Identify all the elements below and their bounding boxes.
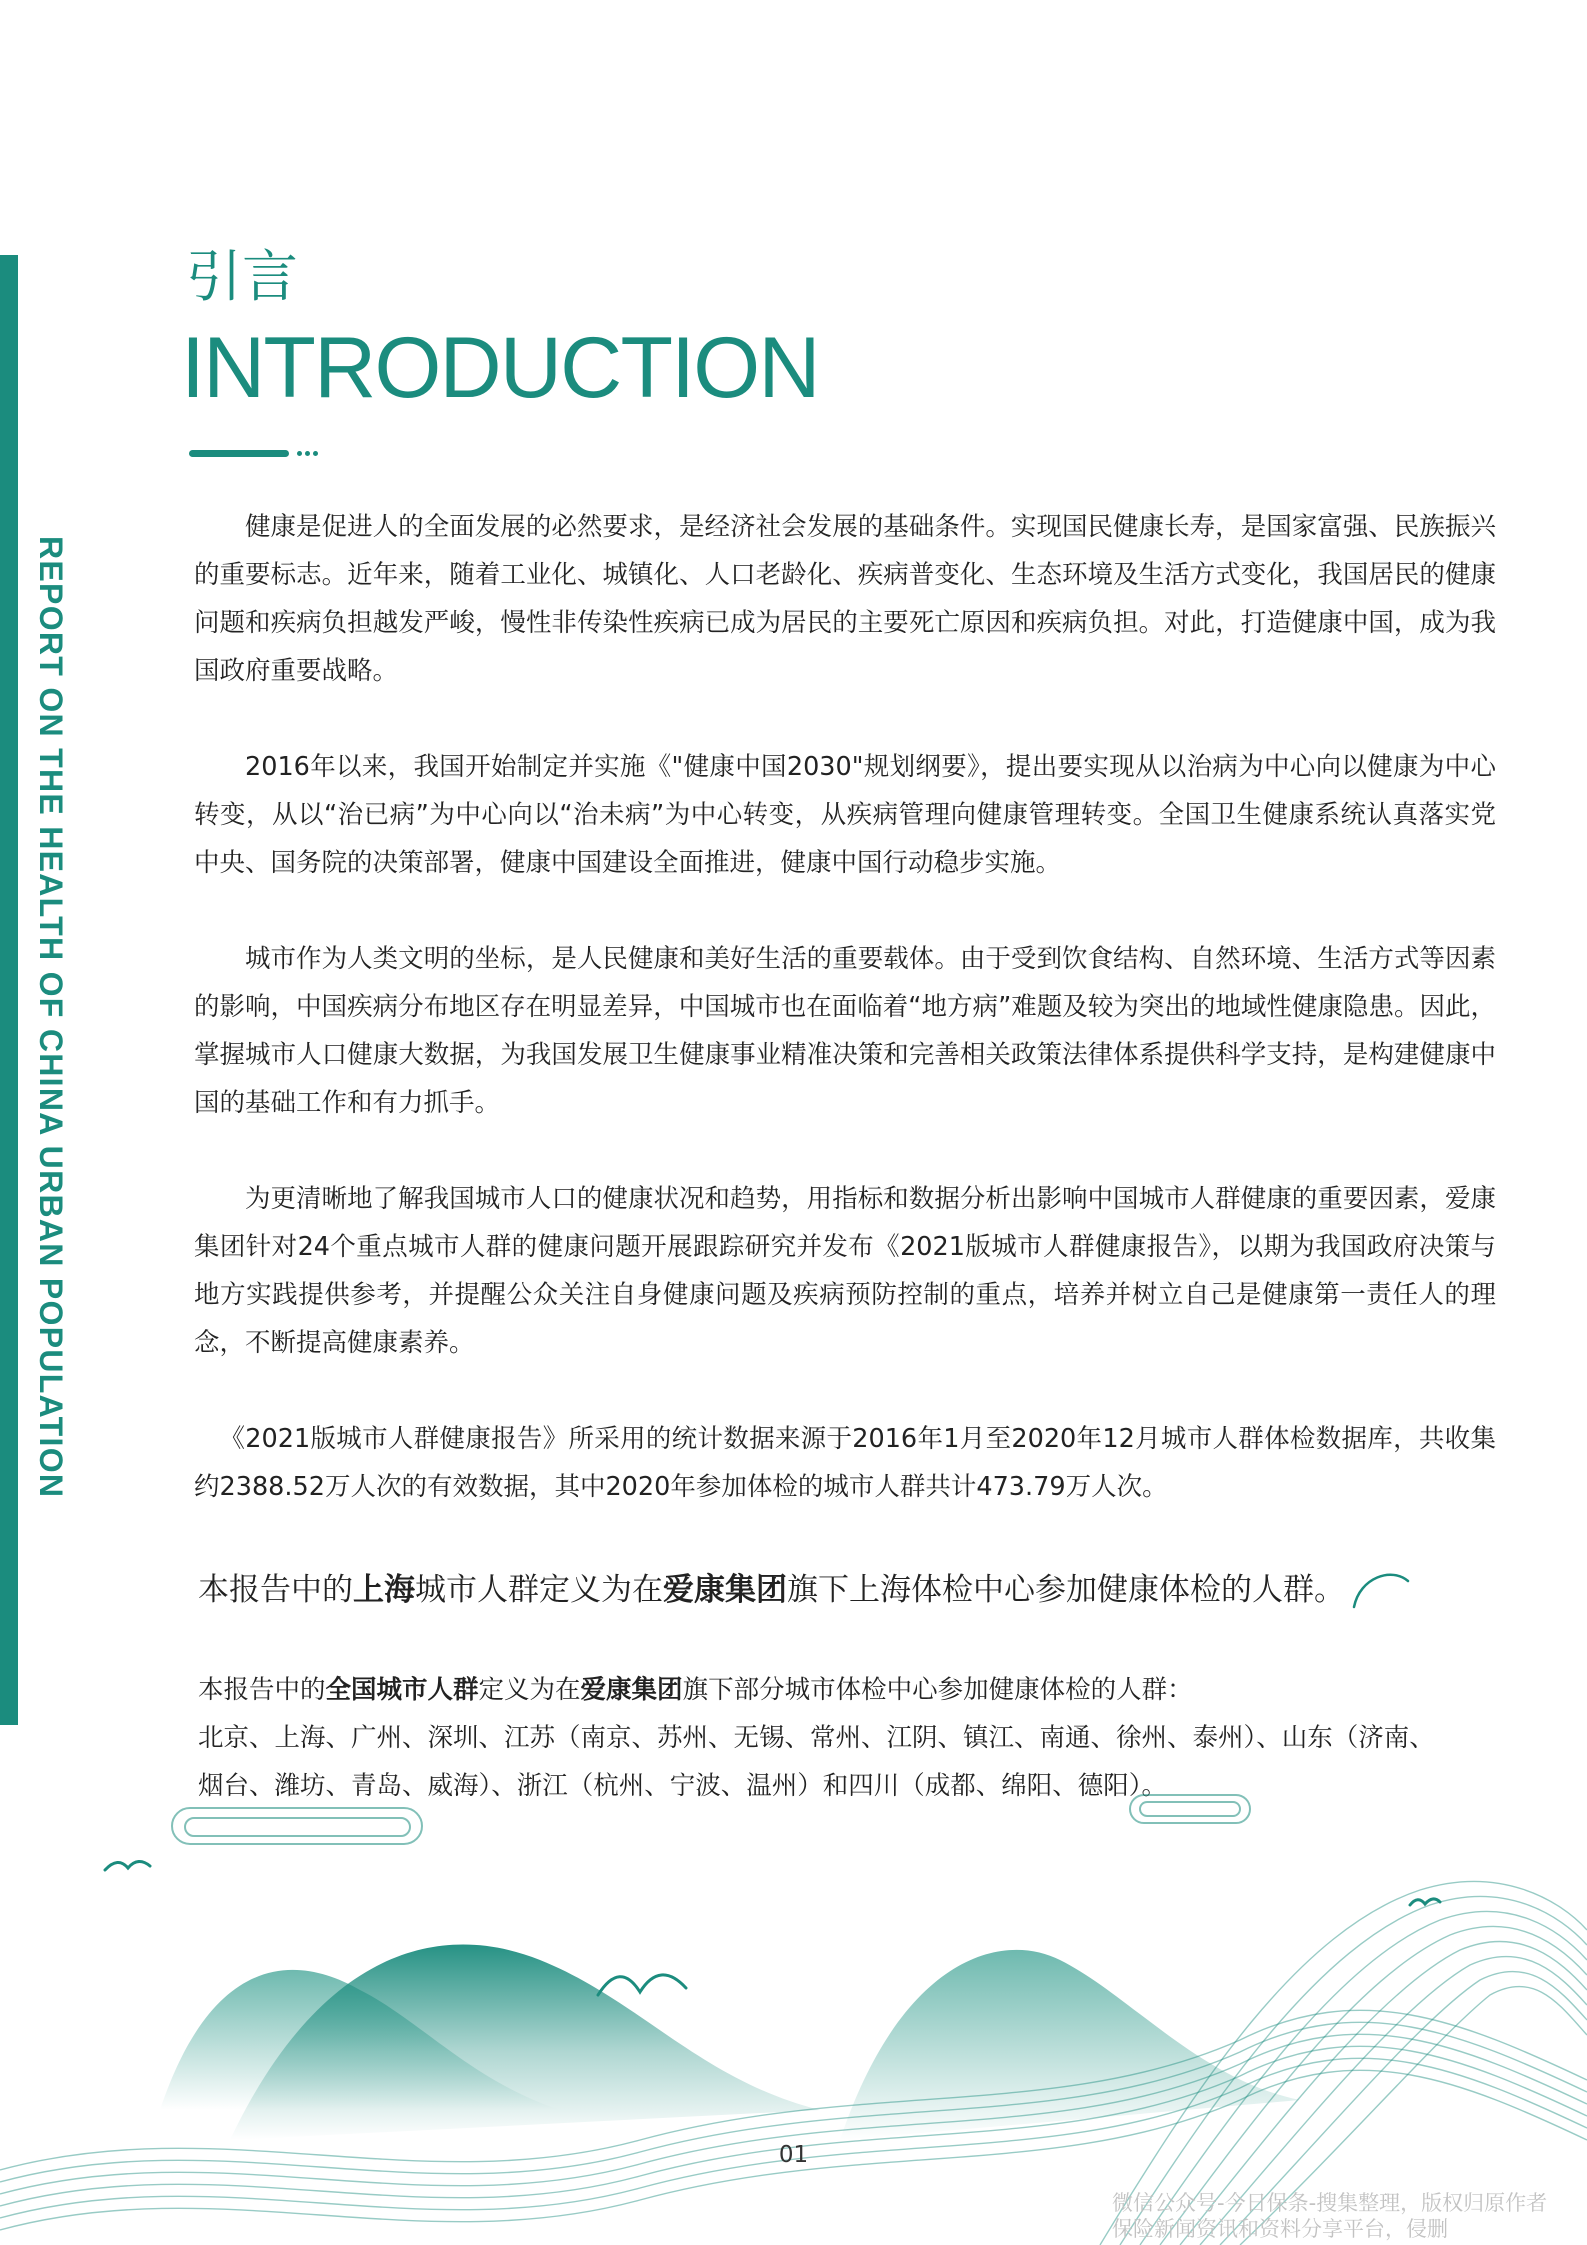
watermark-line-2: 保险新闻资讯和资料分享平台，侵删 xyxy=(1112,2217,1448,2241)
title-chinese: 引言 xyxy=(186,245,298,310)
def-text: 本报告中的 xyxy=(198,1572,353,1608)
paragraph-1: 健康是促进人的全面发展的必然要求，是经济社会发展的基础条件。实现国民健康长寿，是国家富强、民族振兴的重要标志。近年来，随着工业化、城镇化、人口老龄化、疾病普变化、生态环境及生活方式变化，我国居民的健康问题和疾病负担越发严峻，慢性非传染性疾病已成为居民的主要死亡原因和疾病负担。对此，打造健康中国，成为我国政府重要战略。 xyxy=(194,512,1496,686)
watermark-line-1: 微信公众号-今日保条-搜集整理，版权归原作者 xyxy=(1112,2191,1548,2215)
def-text: 本报告中的 xyxy=(198,1675,326,1705)
paragraph-2: 2016年以来，我国开始制定并实施《"健康中国2030"规划纲要》，提出要实现从以治病为中心向以健康为中心转变，从以“治已病”为中心向以“治未病”为中心转变，从疾病管理向健康管理转变。全国卫生健康系统认真落实党中央、国务院的决策部署，健康中国建设全面推进，健康中国行动稳步实施。 xyxy=(194,752,1496,878)
swirl-decoration-icon xyxy=(1352,1567,1412,1617)
def-text: 旗下上海体检中心参加健康体检的人群。 xyxy=(787,1572,1345,1608)
def-bold-aikang: 爱康集团 xyxy=(580,1675,683,1705)
national-cities-line-2: 烟台、潍坊、青岛、威海）、浙江（杭州、宁波、温州）和四川（成都、绵阳、德阳）。 xyxy=(198,1771,1168,1801)
def-text: 城市人群定义为在 xyxy=(415,1572,663,1608)
def-bold-national: 全国城市人群 xyxy=(325,1675,479,1705)
def-bold-shanghai: 上海 xyxy=(353,1572,415,1608)
page-number: 01 xyxy=(778,2142,809,2168)
mountain-landscape-illustration xyxy=(0,1780,1587,2245)
title-dot xyxy=(313,451,318,456)
title-dot xyxy=(305,451,310,456)
title-underline xyxy=(189,450,289,457)
paragraph-5: 《2021版城市人群健康报告》所采用的统计数据来源于2016年1月至2020年12月城市人群体检数据库，共收集约2388.52万人次的有效数据，其中2020年参加体检的城市人群共计473.79万人次。 xyxy=(194,1424,1496,1502)
def-text: 定义为在 xyxy=(478,1675,581,1705)
paragraph-4: 为更清晰地了解我国城市人口的健康状况和趋势，用指标和数据分析出影响中国城市人群健康的重要因素，爱康集团针对24个重点城市人群的健康问题开展跟踪研究并发布《2021版城市人群健康报告》，以期为我国政府决策与地方实践提供参考，并提醒公众关注自身健康问题及疾病预防控制的重点，培养并树立自己是健康第一责任人的理念，不断提高健康素养。 xyxy=(194,1184,1496,1358)
title-dot xyxy=(297,451,302,456)
national-cities-line-1: 北京、上海、广州、深圳、江苏（南京、苏州、无锡、常州、江阴、镇江、南通、徐州、泰州）、山东（济南、 xyxy=(198,1723,1435,1753)
shanghai-definition xyxy=(198,1566,1345,1614)
def-bold-aikang: 爱康集团 xyxy=(663,1572,787,1608)
paragraph-3: 城市作为人类文明的坐标，是人民健康和美好生活的重要载体。由于受到饮食结构、自然环境、生活方式等因素的影响，中国疾病分布地区存在明显差异，中国城市也在面临着“地方病”难题及较为突出的地域性健康隐患。因此，掌握城市人口健康大数据，为我国发展卫生健康事业精准决策和完善相关政策法律体系提供科学支持，是构建健康中国的基础工作和有力抓手。 xyxy=(194,944,1496,1118)
watermark xyxy=(1112,2190,1547,2242)
national-definition xyxy=(198,1666,1498,1714)
title-english: INTRODUCTION xyxy=(181,320,819,416)
side-report-title: REPORT ON THE HEALTH OF CHINA URBAN POPULATION xyxy=(33,536,69,1499)
side-accent-bar xyxy=(0,255,18,1725)
def-text: 旗下部分城市体检中心参加健康体检的人群： xyxy=(682,1675,1193,1705)
